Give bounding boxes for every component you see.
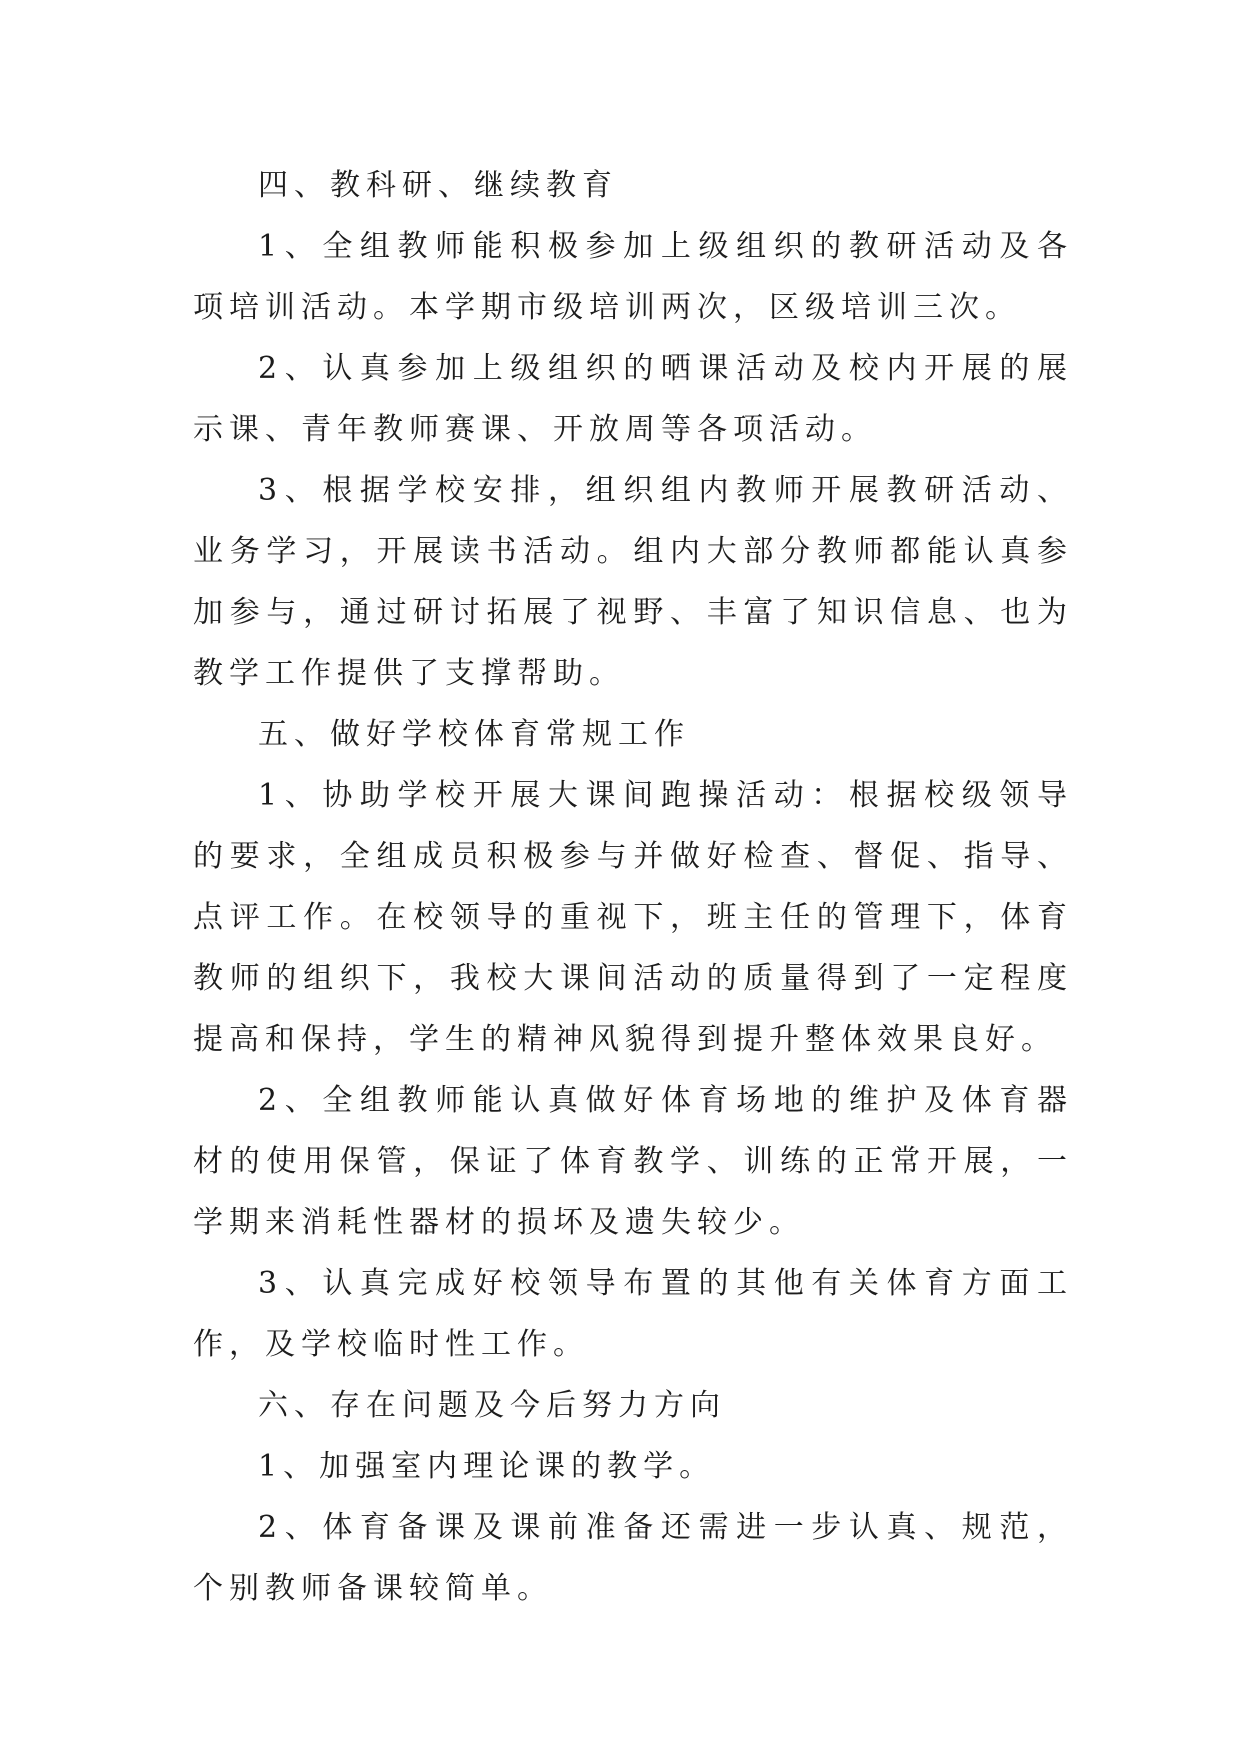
paragraph-training: 1、全组教师能积极参加上级组织的教研活动及各项培训活动。本学期市级培训两次，区级培训三次。 [193, 229, 1073, 325]
paragraph-lesson-prep: 2、体育备课及课前准备还需进一步认真、规范，个别教师备课较简单。 [193, 1510, 1073, 1606]
section-heading-research: 四、教科研、继续教育 [258, 168, 618, 203]
paragraph-activities: 2、认真参加上级组织的晒课活动及校内开展的展示课、青年教师赛课、开放周等各项活动。 [193, 351, 1073, 447]
section-heading-problems: 六、存在问题及今后努力方向 [258, 1388, 726, 1423]
paragraph-recess-exercise: 1、协助学校开展大课间跑操活动：根据校级领导的要求，全组成员积极参与并做好检查、督促、指导、点评工作。在校领导的重视下，班主任的管理下，体育教师的组织下，我校大课间活动的质量得到了一定程度提高和保持，学生的精神风貌得到提升整体效果良好。 [193, 778, 1073, 1057]
paragraph-other-work: 3、认真完成好校领导布置的其他有关体育方面工作，及学校临时性工作。 [193, 1266, 1073, 1362]
section-heading-pe-routine: 五、做好学校体育常规工作 [258, 717, 690, 752]
paragraph-equipment: 2、全组教师能认真做好体育场地的维护及体育器材的使用保管，保证了体育教学、训练的正常开展，一学期来消耗性器材的损坏及遗失较少。 [193, 1083, 1073, 1240]
document-body [193, 155, 1073, 1619]
paragraph-teaching-research: 3、根据学校安排，组织组内教师开展教研活动、业务学习，开展读书活动。组内大部分教师都能认真参加参与，通过研讨拓展了视野、丰富了知识信息、也为教学工作提供了支撑帮助。 [193, 473, 1073, 691]
paragraph-theory-class: 1、加强室内理论课的教学。 [258, 1449, 716, 1484]
